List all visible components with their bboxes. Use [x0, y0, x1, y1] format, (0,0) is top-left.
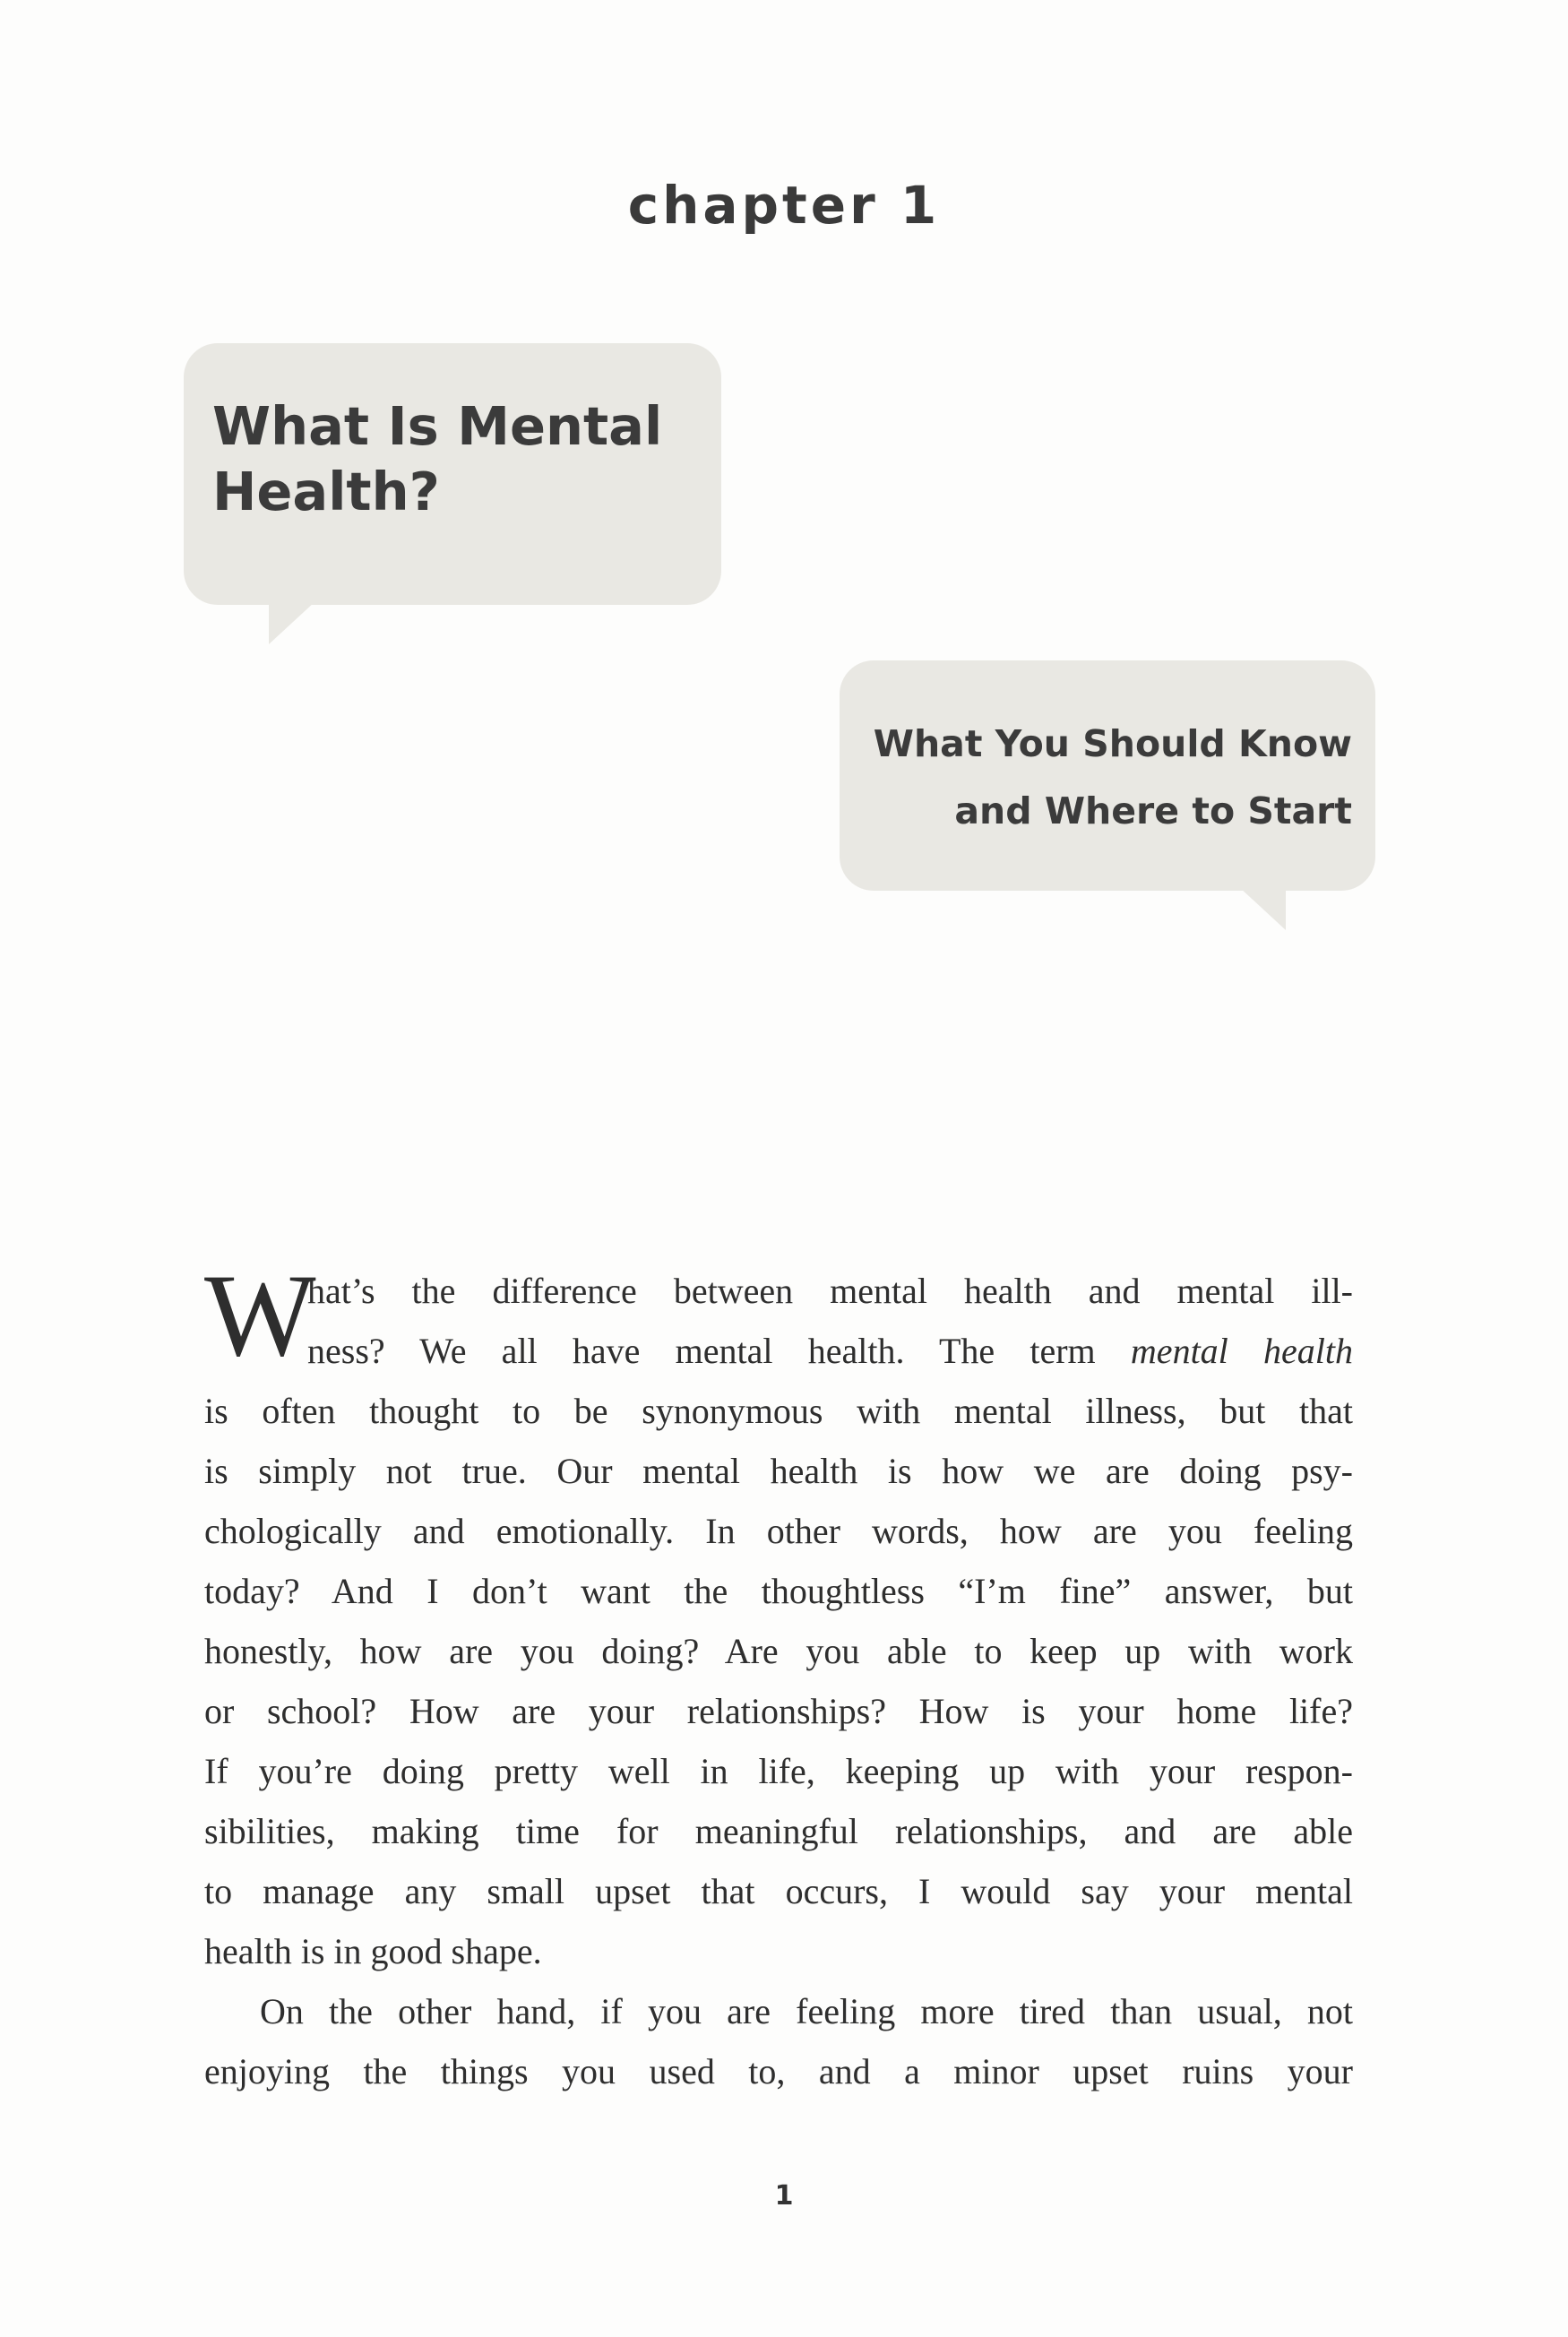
emphasis-term: mental health	[1130, 1331, 1354, 1371]
body-line: health is in good shape.	[204, 1931, 542, 1971]
body-text	[204, 1249, 1354, 2101]
chapter-subtitle-bubble	[840, 660, 1375, 891]
page-number: 1	[774, 2180, 794, 2212]
body-line: enjoying the things you used to, and a minor upset ruins your	[204, 2051, 1353, 2091]
body-line: On the other hand, if you are feeling more tired than usual, not	[260, 1991, 1353, 2031]
speech-bubble-tail-icon	[269, 601, 315, 644]
chapter-title	[212, 393, 714, 524]
body-line: to manage any small upset that occurs, I would say your mental	[204, 1871, 1353, 1911]
body-line: today? And I don’t want the thoughtless “I’m fine” answer, but	[204, 1571, 1353, 1611]
chapter-subtitle	[850, 711, 1352, 844]
body-line: honestly, how are you doing? Are you able to keep up with work	[204, 1631, 1353, 1671]
body-line: sibilities, making time for meaningful relationships, and are able	[204, 1811, 1353, 1851]
chapter-title-bubble	[184, 343, 721, 605]
body-line: hat’s the difference between mental health and mental ill-	[307, 1271, 1353, 1311]
speech-bubble-tail-icon	[1239, 887, 1286, 930]
chapter-subtitle-line-2: and Where to Start	[954, 789, 1352, 832]
chapter-label: chapter 1	[627, 175, 941, 236]
body-line: If you’re doing pretty well in life, keeping up with your respon-	[204, 1751, 1353, 1791]
chapter-title-line-1: What Is Mental	[212, 395, 663, 457]
body-line	[307, 1321, 1353, 1381]
body-line: or school? How are your relationships? How is your home life?	[204, 1691, 1353, 1731]
body-line: is often thought to be synonymous with mental illness, but that	[204, 1391, 1353, 1431]
body-line: chologically and emotionally. In other words, how are you feeling	[204, 1511, 1353, 1551]
chapter-subtitle-line-1: What You Should Know	[873, 722, 1352, 765]
chapter-title-line-2: Health?	[212, 461, 440, 523]
drop-cap: W	[204, 1249, 316, 1381]
body-line: is simply not true. Our mental health is how we are doing psy-	[204, 1451, 1353, 1491]
body-line-text: ness? We all have mental health. The term	[307, 1331, 1096, 1371]
